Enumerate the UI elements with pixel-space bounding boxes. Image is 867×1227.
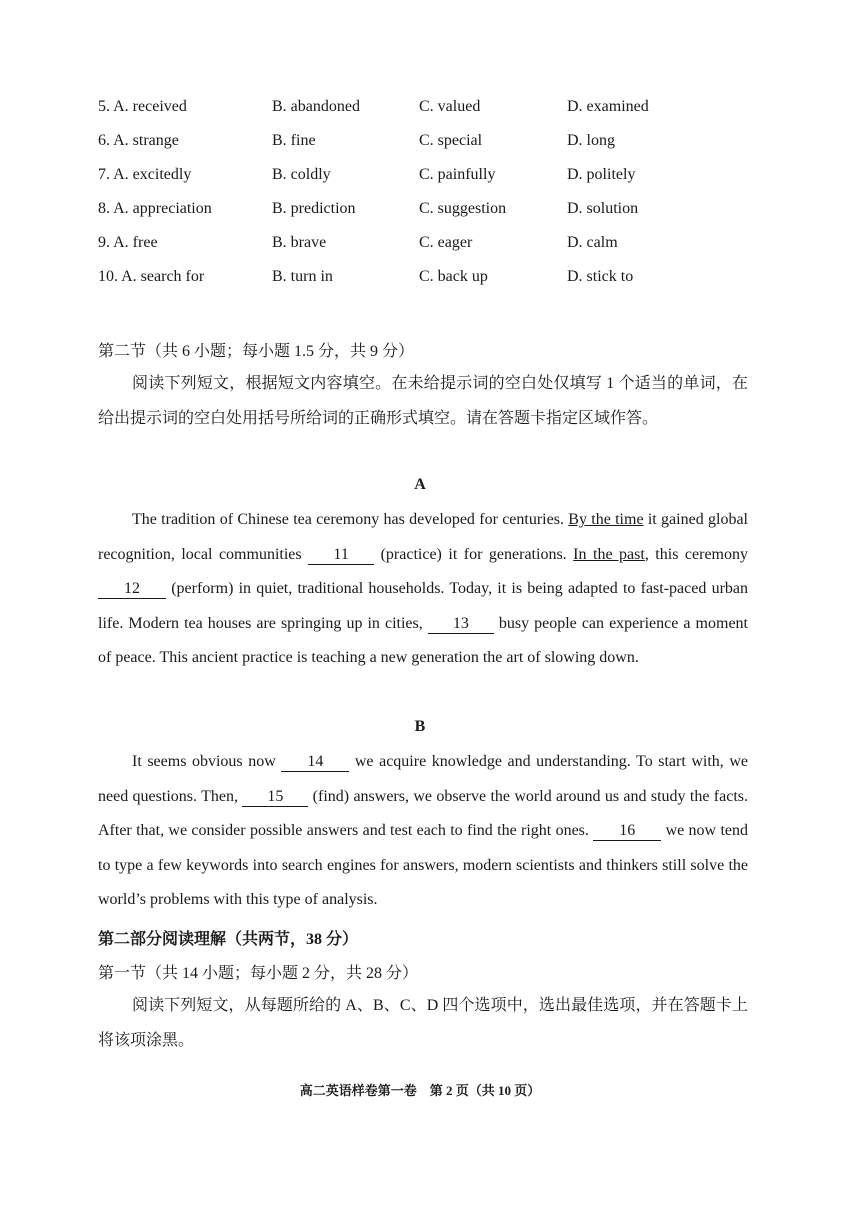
- option-c: C. eager: [419, 234, 473, 251]
- passage-b-label: B: [414, 718, 426, 735]
- option-a: 10. A. search for: [98, 268, 205, 285]
- blank-11[interactable]: 11: [308, 546, 374, 565]
- option-d: D. stick to: [567, 268, 634, 285]
- option-d: D. examined: [567, 98, 649, 115]
- option-row: [98, 132, 778, 166]
- option-c: C. valued: [419, 98, 481, 115]
- passage-b-text: It seems obvious now 14 we acquire knowledge and understanding. To start with, we need questions. Then, 15 (find) answers, we observe the world around us and study the facts. After that, we consider possible answers and test each to find the right ones. 16 we now tend to type a few keywords into search engines for answers, modern scientists and thinkers still solve the world’s problems with this type of analysis.: [98, 753, 749, 908]
- option-c: C. suggestion: [419, 200, 507, 217]
- underlined-phrase: In the past: [573, 545, 645, 563]
- part2-instructions: 阅读下列短文，从每题所给的 A、B、C、D 四个选项中，选出最佳选项，并在答题卡上将该项涂黑。: [98, 997, 748, 1049]
- blank-12[interactable]: 12: [98, 580, 166, 599]
- option-row: [98, 200, 778, 234]
- option-row: [98, 268, 778, 302]
- option-d: D. calm: [567, 234, 618, 251]
- option-d: D. politely: [567, 166, 636, 183]
- options-table: [98, 98, 778, 302]
- option-c: C. special: [419, 132, 483, 149]
- option-c: C. painfully: [419, 166, 496, 183]
- option-a: 9. A. free: [98, 234, 158, 251]
- option-d: D. long: [567, 132, 615, 149]
- option-b: B. brave: [272, 234, 327, 251]
- section2-instructions: 阅读下列短文，根据短文内容填空。在未给提示词的空白处仅填写 1 个适当的单词，在给出提示词的空白处用括号所给词的正确形式填空。请在答题卡指定区域作答。: [98, 375, 748, 427]
- passage-a-label: A: [414, 476, 426, 493]
- blank-14[interactable]: 14: [281, 753, 349, 772]
- passage-a-text: The tradition of Chinese tea ceremony has developed for centuries. By the time it gained global recognition, local communities 11 (practice) it for generations. In the past, this ceremony 12 (perform) in quiet, traditional households. Today, it is being adapted to fast-paced urban life. Modern tea houses are springing up in cities, 13 busy people can experience a moment of peace. This ancient practice is teaching a new generation the art of slowing down.: [98, 511, 749, 666]
- option-row: [98, 98, 778, 132]
- option-a: 5. A. received: [98, 98, 187, 115]
- option-row: [98, 166, 778, 200]
- option-a: 7. A. excitedly: [98, 166, 192, 183]
- option-b: B. abandoned: [272, 98, 360, 115]
- blank-15[interactable]: 15: [242, 788, 308, 807]
- option-c: C. back up: [419, 268, 488, 285]
- blank-16[interactable]: 16: [593, 822, 661, 841]
- option-a: 8. A. appreciation: [98, 200, 212, 217]
- option-b: B. coldly: [272, 166, 331, 183]
- part2-heading: 第二部分阅读理解（共两节，38 分）: [98, 931, 359, 948]
- option-d: D. solution: [567, 200, 639, 217]
- option-row: [98, 234, 778, 268]
- part2-section1-heading: 第一节（共 14 小题；每小题 2 分，共 28 分）: [98, 965, 419, 982]
- option-a: 6. A. strange: [98, 132, 179, 149]
- page-footer: 高二英语样卷第一卷 第 2 页（共 10 页）: [299, 1083, 541, 1098]
- option-b: B. turn in: [272, 268, 333, 285]
- option-b: B. fine: [272, 132, 316, 149]
- option-b: B. prediction: [272, 200, 356, 217]
- blank-13[interactable]: 13: [428, 615, 494, 634]
- section2-heading: 第二节（共 6 小题；每小题 1.5 分，共 9 分）: [98, 343, 415, 360]
- underlined-phrase: By the time: [568, 511, 644, 528]
